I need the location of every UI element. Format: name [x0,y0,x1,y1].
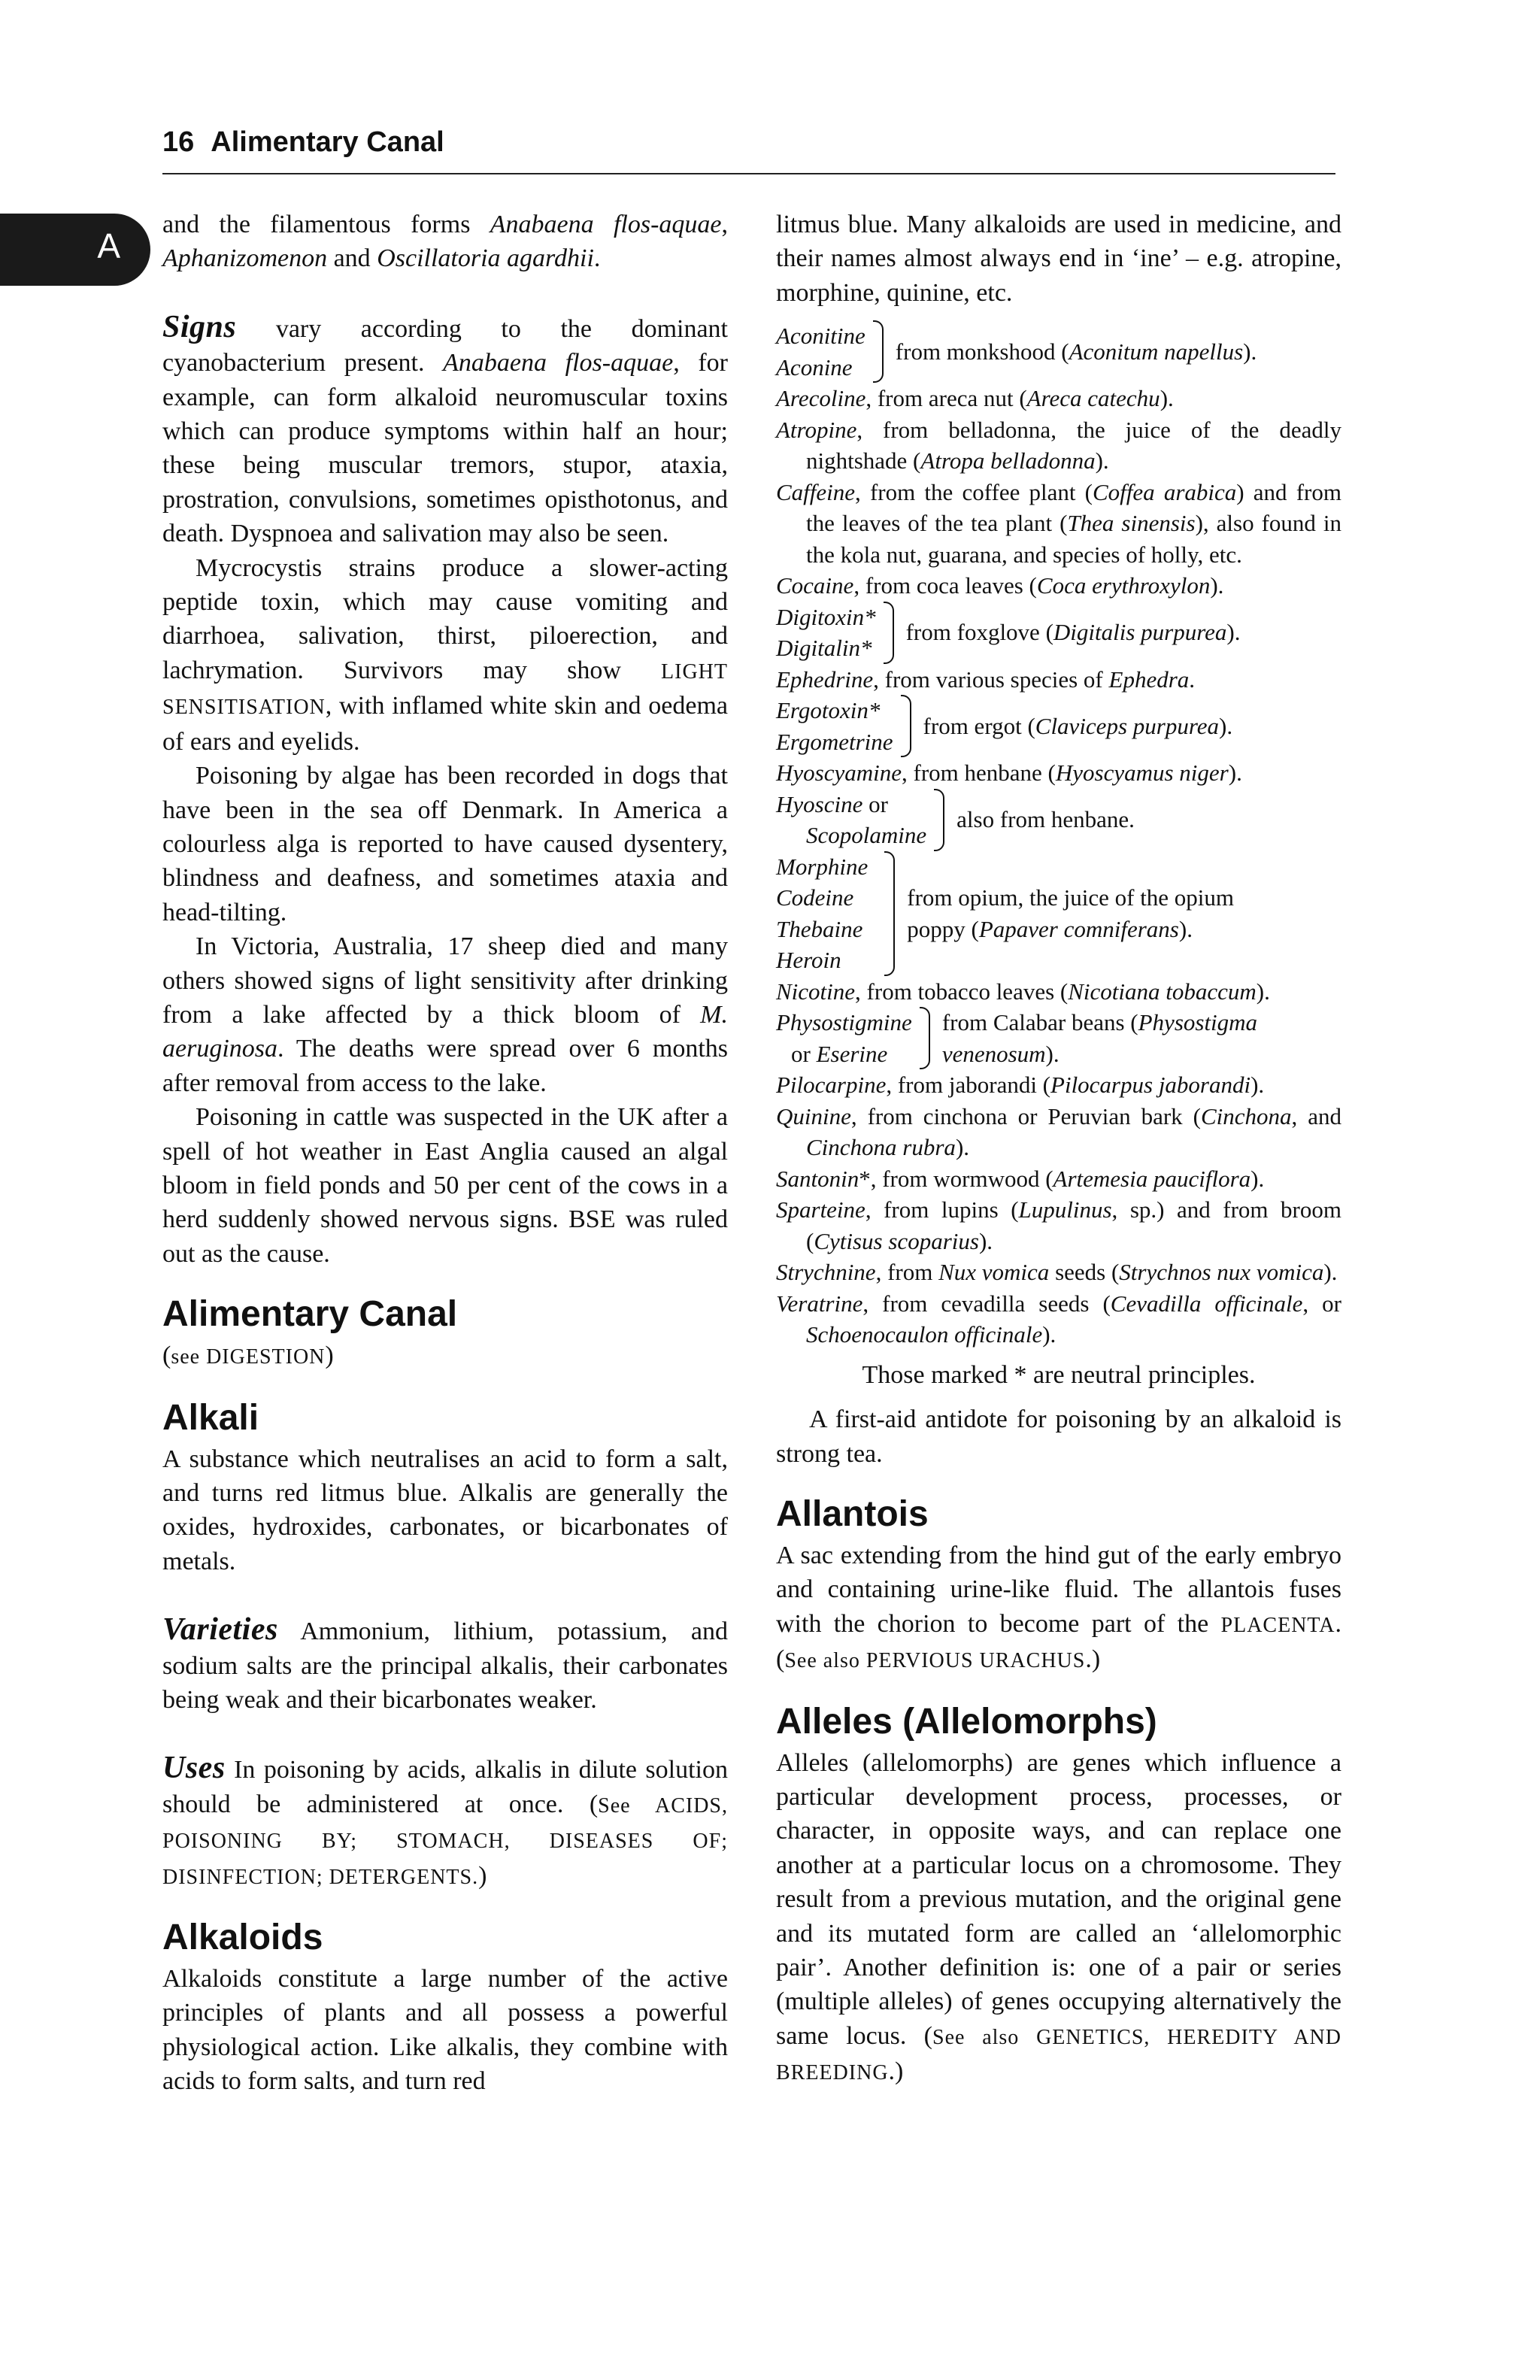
alleles-paragraph: Alleles (allelomorphs) are genes which influence a particular development process, processes, or character, in opposite ways, and can replace one another at a particular locus on a chromosome. They result from a previous mutation, and the original gene and its mutated form are called an ‘allelomorphic pair’. Another definition is: one of a pair or series (multiple alleles) of genes occupying alternatively the same locus. (See also GENETICS, HEREDITY AND BREEDING.) [776,1748,1341,2086]
list-item: Aconitine Aconine from monkshood (Aconitum napellus). [776,320,1341,383]
entry-heading-alimentary-canal: Alimentary Canal [162,1294,458,1335]
running-header [162,126,1335,159]
signs-paragraph: Signs vary according to the dominant cyanobacterium present. Anabaena flos-aquae, for example, can form alkaloid neuromuscular toxins which can produce symptoms within half an hour; these being muscular tremors, stupor, ataxia, prostration, convulsions, sometimes opisthotonus, and death. Dyspnoea and salivation may also be seen. [162,309,728,548]
entry-heading-alleles: Alleles (Allelomorphs) [776,1701,1157,1742]
list-item: Strychnine, from Nux vomica seeds (Strychnos nux vomica). [776,1259,1338,1286]
brace [873,320,884,383]
cross-reference: LIGHT SENSITISATION [162,659,728,720]
list-item: Morphine Codeine Thebaine Heroin from opium, the juice of the opium poppy (Papaver comniferans). [776,851,1341,976]
alkaloids-paragraph: Alkaloids constitute a large number of the active principles of plants and all possess a powerful physiological action. Like alkalis, they combine with acids to form salts, and turn red [162,1965,728,2096]
alkaloids-continued-paragraph: litmus blue. Many alkaloids are used in medicine, and their names almost always end in ‘ine’ – e.g. atropine, morphine, quinine, etc. [776,211,1341,307]
list-item: Caffeine, from the coffee plant (Coffea arabica) and from the leaves of the tea plant (Thea sinensis), also found in the kola nut, guarana, and species of holly, etc. [776,478,1341,568]
uses-subheading: Uses [162,1751,226,1786]
header-rule [162,173,1335,174]
list-item: Physostigmine or Eserine from Calabar beans (Physostigma venenosum). [776,1007,1341,1069]
varieties-subheading: Varieties [162,1612,278,1648]
varieties-paragraph: Varieties Ammonium, lithium, potassium, and sodium salts are the principal alkalis, their carbonates being weak and their bicarbonates weaker. [162,1612,728,1715]
brace [884,602,894,664]
entry-heading-alkali: Alkali [162,1397,259,1438]
list-item: Ergotoxin* Ergometrine from ergot (Claviceps purpurea). [776,695,1341,757]
page-number: 16 [162,126,195,158]
list-item: Santonin*, from wormwood (Artemesia pauciflora). [776,1165,1265,1192]
algae-intro-paragraph: and the filamentous forms Anabaena flos-aquae, Aphanizomenon and Oscillatoria agardhii. [162,211,728,273]
alimentary-see-reference: (see DIGESTION) [162,1342,334,1370]
thumb-index-letter: A [97,226,120,265]
cattle-paragraph: Poisoning in cattle was suspected in the UK after a spell of hot weather in East Anglia caused an algal bloom in field ponds and 50 per cent of the cows in a herd suddenly showed nervous signs. BSE was ruled out as the cause. [162,1103,728,1268]
list-item: Sparteine, from lupins (Lupulinus, sp.) and from broom (Cytisus scoparius). [776,1196,1341,1254]
brace [901,695,911,757]
victoria-paragraph: In Victoria, Australia, 17 sheep died and many others showed signs of light sensitivity after drinking from a lake affected by a thick bloom of M. aeruginosa. The deaths were spread over 6 months after removal from access to the lake. [162,932,728,1097]
left-column [162,208,728,2099]
uses-paragraph: Uses In poisoning by acids, alkalis in dilute solution should be administered at once. (See ACIDS, POISONING BY; STOMACH, DISEASES OF; DISINFECTION; DETERGENTS.) [162,1751,728,1890]
list-item: Hyoscyamine, from henbane (Hyoscyamus niger). [776,759,1242,787]
dogs-paragraph: Poisoning by algae has been recorded in dogs that have been in the sea off Denmark. In America a colourless alga is reported to have caused dysentery, blindness and deafness, and sometimes ataxia and head-tilting. [162,762,728,926]
entry-heading-alkaloids: Alkaloids [162,1918,323,1958]
alkali-paragraph: A substance which neutralises an acid to form a salt, and turns red litmus blue. Alkalis are generally the oxides, hydroxides, carbonates, or bicarbonates of metals. [162,1445,728,1575]
list-item: Cocaine, from coca leaves (Coca erythroxylon). [776,572,1224,599]
right-column [776,208,1341,2090]
list-item: Atropine, from belladonna, the juice of the deadly nightshade (Atropa belladonna). [776,416,1341,474]
list-item: Ephedrine, from various species of Ephedra. [776,665,1196,693]
running-title: Alimentary Canal [211,126,444,158]
list-item: Digitoxin* Digitalin* from foxglove (Digitalis purpurea). [776,602,1341,664]
list-item: Quinine, from cinchona or Peruvian bark (Cinchona, and Cinchona rubra). [776,1102,1342,1161]
first-aid-paragraph: A first-aid antidote for poisoning by an alkaloid is strong tea. [776,1405,1341,1468]
brace [934,789,944,851]
signs-subheading: Signs [162,309,237,344]
list-item: Veratrine, from cevadilla seeds (Cevadilla officinale, or Schoenocaulon officinale). [776,1290,1342,1348]
list-item: Arecoline, from areca nut (Areca catechu). [776,385,1174,412]
brace [920,1007,930,1069]
list-item: Pilocarpine, from jaborandi (Pilocarpus jaborandi). [776,1072,1265,1099]
thumb-index-tab [0,214,150,286]
cross-reference: See ACIDS, POISONING BY; STOMACH, DISEASES OF; DISINFECTION; DETERGENTS. [162,1793,728,1889]
brace [884,851,895,976]
entry-heading-allantois: Allantois [776,1493,929,1534]
neutral-principles-note: Those marked * are neutral principles. [862,1360,1256,1389]
mycrocystis-paragraph: Mycrocystis strains produce a slower-acting peptide toxin, which may cause vomiting and diarrhoea, salivation, thirst, piloerection, and lachrymation. Survivors may show LIGHT SENSITISATION, with inflamed white skin and oedema of ears and eyelids. [162,553,728,756]
list-item: Nicotine, from tobacco leaves (Nicotiana tobaccum). [776,978,1270,1005]
allantois-paragraph: A sac extending from the hind gut of the early embryo and containing urine-like fluid. The allantois fuses with the chorion to become part of the PLACENTA. (See also PERVIOUS URACHUS.) [776,1541,1341,1674]
list-item: Hyoscine or Scopolamine also from henbane. [776,789,1341,851]
alkaloid-list [776,320,1341,1351]
